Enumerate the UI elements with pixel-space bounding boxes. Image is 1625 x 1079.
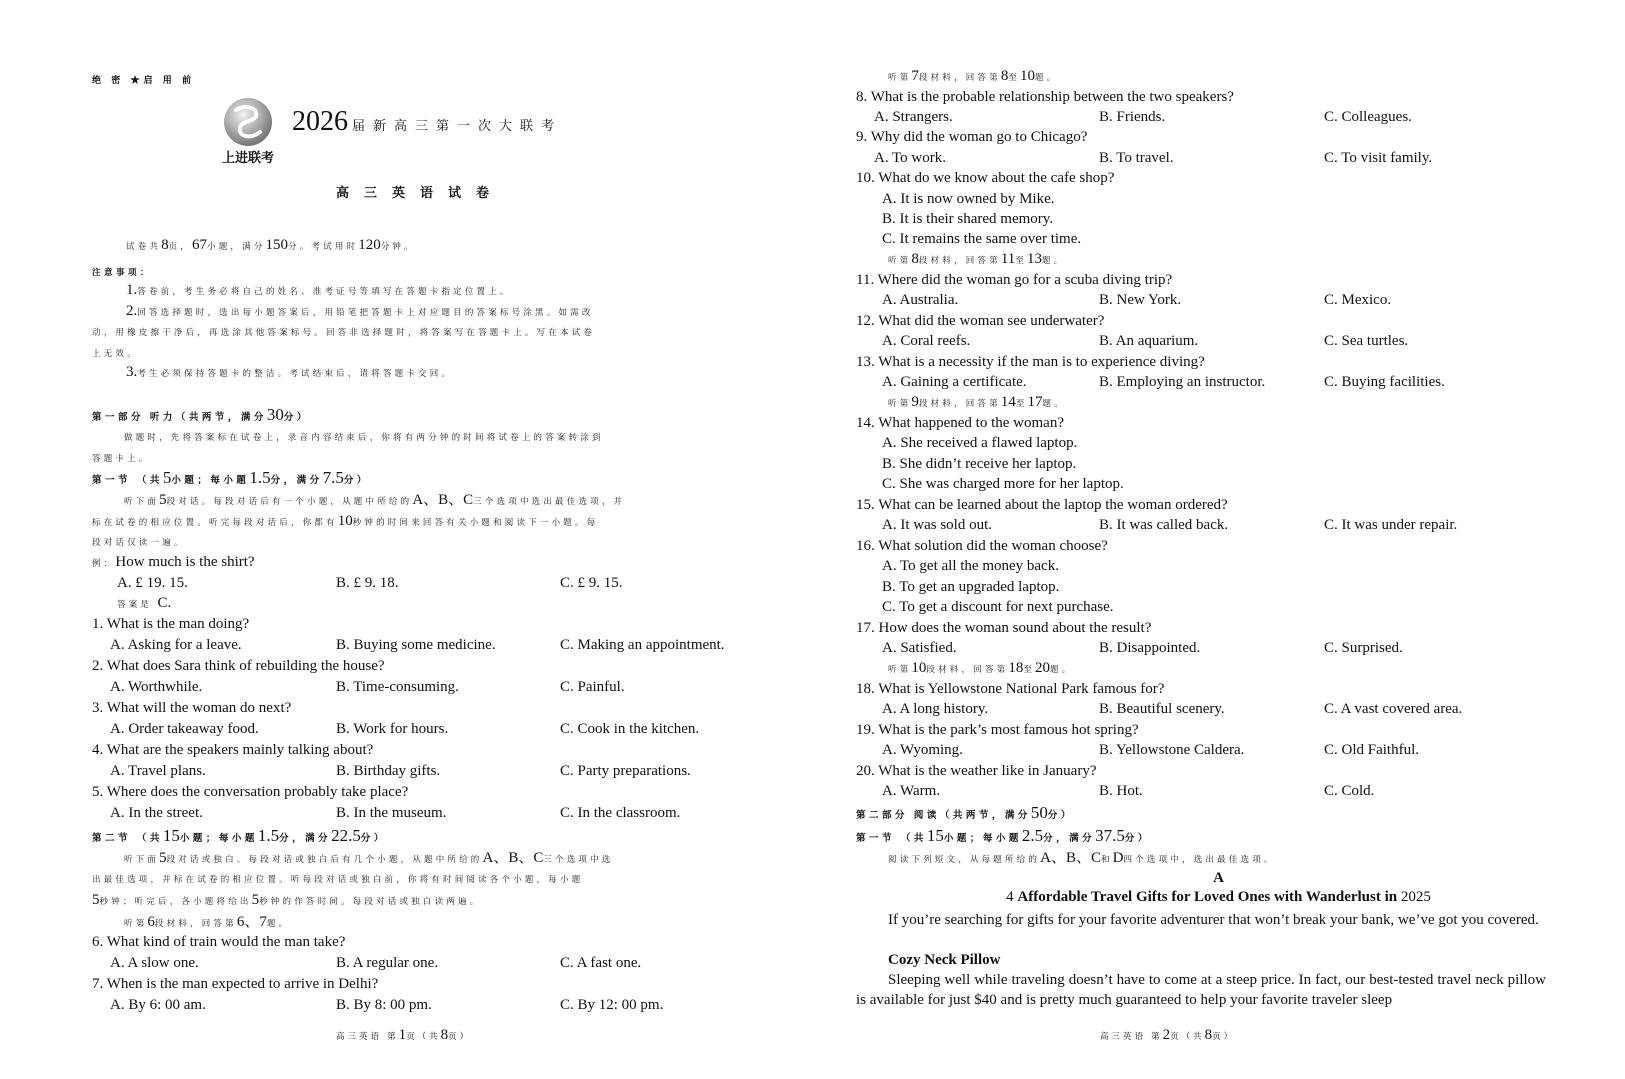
part1-intro-cont: 答题卡上。 — [92, 453, 151, 463]
q3-option-a: A. Order takeaway food. — [110, 721, 259, 737]
question-6: 6. What kind of train would the man take? — [92, 934, 346, 950]
q15-option-c: C. It was under repair. — [1324, 517, 1458, 533]
notice-2-cont: 动，用橡皮擦干净后，再选涂其他答案标号。回答非选择题时，将答案写在答题卡上。写在本试卷 — [92, 327, 596, 337]
q4-option-c: C. Party preparations. — [560, 763, 691, 779]
section1-intro-cont: 标在试卷的相应位置。听完每段对话后，你都有10秒钟的时间来回答有关小题和阅读下一小题。每 — [92, 513, 599, 529]
passage-paragraph-2: Sleeping well while traveling doesn’t have to come at a steep price. In fact, our best-tested travel neck pillow is available for just $40 and is pretty much guaranteed to help your favorite traveler sleep — [856, 972, 1546, 1008]
section2-intro: 听下面5段对话或独白。每段对话或独白后有几个小题，从题中所给的A、B、C三个选项中选 — [124, 850, 614, 866]
q8-option-c: C. Colleagues. — [1324, 109, 1412, 125]
exam-title — [292, 106, 562, 138]
q4-option-a: A. Travel plans. — [110, 763, 206, 779]
q3-option-c: C. Cook in the kitchen. — [560, 721, 700, 737]
q11-option-c: C. Mexico. — [1324, 292, 1392, 308]
exam-name: 届新高三第一次大联考 — [352, 118, 563, 133]
q9-option-a: A. To work. — [874, 150, 947, 166]
page-footer-2: 高三英语 第2页（共8页） — [1100, 1027, 1236, 1043]
page-2 — [812, 0, 1625, 1079]
q6-option-c: C. A fast one. — [560, 955, 642, 971]
question-7: 7. When is the man expected to arrive in Delhi? — [92, 976, 379, 992]
part2-section1-intro: 阅读下列短文，从每题所给的A、B、C和D四个选项中，选出最佳选项。 — [888, 850, 1276, 866]
q17-option-a: A. Satisfied. — [882, 640, 957, 656]
example-option-a: A. £ 19. 15. — [117, 575, 188, 591]
part2-title: 第二部分 阅读（共两节，满分50分） — [856, 803, 1074, 822]
notice-title: 注意事项： — [92, 267, 153, 277]
q19-option-a: A. Wyoming. — [882, 742, 963, 758]
question-20: 20. What is the weather like in January? — [856, 763, 1097, 779]
q2-option-b: B. Time-consuming. — [336, 679, 459, 695]
q9-option-b: B. To travel. — [1099, 150, 1174, 166]
question-17: 17. How does the woman sound about the result? — [856, 620, 1152, 636]
passage-label: A — [1213, 870, 1224, 886]
paper-info: 试卷共8页，67小题，满分150分。考试用时120分钟。 — [126, 237, 416, 253]
passage-subheading-1: Cozy Neck Pillow — [888, 952, 1001, 968]
q17-option-c: C. Surprised. — [1324, 640, 1403, 656]
question-2: 2. What does Sara think of rebuilding the house? — [92, 658, 385, 674]
section2-intro-cont: 出最佳选项，并标在试卷的相应位置。听每段对话或独白前，你将有时间阅读各个小题，每小题 — [92, 874, 584, 884]
notice-2: 2.回答选择题时，选出每小题答案后，用铅笔把答题卡上对应题目的答案标号涂黑。如需改 — [126, 303, 594, 319]
example-option-b: B. £ 9. 18. — [336, 575, 399, 591]
question-11: 11. Where did the woman go for a scuba diving trip? — [856, 272, 1173, 288]
q9-option-c: C. To visit family. — [1324, 150, 1433, 166]
exam-logo — [218, 96, 278, 166]
q19-option-b: B. Yellowstone Caldera. — [1099, 742, 1245, 758]
notice-2-end: 上无效。 — [92, 348, 139, 358]
q5-option-b: B. In the museum. — [336, 805, 447, 821]
q6-option-a: A. A slow one. — [110, 955, 199, 971]
q14-option-b: B. She didn’t receive her laptop. — [882, 456, 1077, 472]
q12-option-c: C. Sea turtles. — [1324, 333, 1409, 349]
example-option-c: C. £ 9. 15. — [560, 575, 623, 591]
section1-intro-end: 段对话仅读一遍。 — [92, 537, 186, 547]
part1-title: 第一部分 听力（共两节，满分30分） — [92, 405, 310, 424]
notice-3: 3.考生必须保持答题卡的整洁。考试结束后，请将答题卡交回。 — [126, 364, 454, 380]
logo-text: 上进联考 — [221, 151, 275, 166]
listen-material-7: 听第7段材料，回答第8至10题。 — [888, 68, 1059, 84]
q16-option-c: C. To get a discount for next purchase. — [882, 599, 1114, 615]
q1-option-a: A. Asking for a leave. — [110, 637, 242, 653]
section2-title: 第二节 （共15小题；每小题1.5分，满分22.5分） — [92, 826, 387, 845]
q15-option-b: B. It was called back. — [1099, 517, 1229, 533]
q7-option-b: B. By 8: 00 pm. — [336, 997, 432, 1013]
page-1 — [0, 0, 812, 1079]
question-12: 12. What did the woman see underwater? — [856, 313, 1105, 329]
question-5: 5. Where does the conversation probably take place? — [92, 784, 409, 800]
listen-material-10: 听第10段材料，回答第18至20题。 — [888, 660, 1074, 676]
question-8: 8. What is the probable relationship between the two speakers? — [856, 89, 1234, 105]
listen-material-9: 听第9段材料，回答第14至17题。 — [888, 394, 1066, 410]
subject-title: 高三英语试卷 — [336, 185, 505, 200]
section2-intro-end: 5秒钟；听完后，各小题将给出5秒钟的作答时间。每段对话或独白读两遍。 — [92, 892, 482, 908]
question-3: 3. What will the woman do next? — [92, 700, 292, 716]
example-question: 例：How much is the shirt? — [92, 554, 255, 570]
page-footer-1: 高三英语 第1页（共8页） — [336, 1027, 472, 1043]
passage-paragraph-1: If you’re searching for gifts for your favorite adventurer that won’t break your bank, we’ve got you covered. — [888, 912, 1539, 928]
example-answer: 答案是 C. — [117, 595, 172, 611]
q20-option-a: A. Warm. — [882, 783, 941, 799]
listen-material-6: 听第6段材料，回答第6、7题。 — [124, 914, 291, 930]
question-19: 19. What is the park’s most famous hot spring? — [856, 722, 1139, 738]
q7-option-a: A. By 6: 00 am. — [110, 997, 206, 1013]
q1-option-b: B. Buying some medicine. — [336, 637, 496, 653]
question-15: 15. What can be learned about the laptop the woman ordered? — [856, 497, 1228, 513]
q11-option-b: B. New York. — [1099, 292, 1182, 308]
question-14: 14. What happened to the woman? — [856, 415, 1064, 431]
section1-intro: 听下面5段对话。每段对话后有一个小题，从题中所给的A、B、C三个选项中选出最佳选项，并 — [124, 492, 626, 508]
q5-option-a: A. In the street. — [110, 805, 203, 821]
q6-option-b: B. A regular one. — [336, 955, 439, 971]
listen-material-8: 听第8段材料，回答第11至13题。 — [888, 251, 1066, 267]
q12-option-b: B. An aquarium. — [1099, 333, 1199, 349]
q8-option-b: B. Friends. — [1099, 109, 1166, 125]
section1-title: 第一节 （共5小题；每小题1.5分，满分7.5分） — [92, 468, 370, 487]
q18-option-b: B. Beautiful scenery. — [1099, 701, 1225, 717]
part2-section1-title: 第一节 （共15小题；每小题2.5分，满分37.5分） — [856, 826, 1151, 845]
q14-option-a: A. She received a flawed laptop. — [882, 435, 1078, 451]
question-18: 18. What is Yellowstone National Park famous for? — [856, 681, 1165, 697]
passage-title: 4 Affordable Travel Gifts for Loved Ones with Wanderlust in 2025 — [1006, 889, 1431, 905]
question-1: 1. What is the man doing? — [92, 616, 250, 632]
q14-option-c: C. She was charged more for her laptop. — [882, 476, 1124, 492]
exam-year: 2026 — [292, 106, 348, 137]
q19-option-c: C. Old Faithful. — [1324, 742, 1420, 758]
part1-intro: 做题时，先将答案标在试卷上，录音内容结束后，你将有两分钟的时间将试卷上的答案转涂到 — [124, 432, 604, 442]
q13-option-c: C. Buying facilities. — [1324, 374, 1445, 390]
q18-option-a: A. A long history. — [882, 701, 989, 717]
question-9: 9. Why did the woman go to Chicago? — [856, 129, 1088, 145]
question-13: 13. What is a necessity if the man is to experience diving? — [856, 354, 1205, 370]
question-10: 10. What do we know about the cafe shop? — [856, 170, 1115, 186]
q18-option-c: C. A vast covered area. — [1324, 701, 1463, 717]
q11-option-a: A. Australia. — [882, 292, 959, 308]
q13-option-b: B. Employing an instructor. — [1099, 374, 1266, 390]
q3-option-b: B. Work for hours. — [336, 721, 449, 737]
q17-option-b: B. Disappointed. — [1099, 640, 1201, 656]
q1-option-c: C. Making an appointment. — [560, 637, 725, 653]
question-16: 16. What solution did the woman choose? — [856, 538, 1108, 554]
q2-option-c: C. Painful. — [560, 679, 625, 695]
q4-option-b: B. Birthday gifts. — [336, 763, 441, 779]
q16-option-a: A. To get all the money back. — [882, 558, 1059, 574]
q15-option-a: A. It was sold out. — [882, 517, 992, 533]
q10-option-a: A. It is now owned by Mike. — [882, 191, 1055, 207]
q16-option-b: B. To get an upgraded laptop. — [882, 579, 1060, 595]
q2-option-a: A. Worthwhile. — [110, 679, 203, 695]
q7-option-c: C. By 12: 00 pm. — [560, 997, 664, 1013]
q8-option-a: A. Strangers. — [874, 109, 953, 125]
notice-1: 1.答卷前，考生务必将自己的姓名、准考证号等填写在答题卡指定位置上。 — [126, 282, 512, 298]
q13-option-a: A. Gaining a certificate. — [882, 374, 1027, 390]
q20-option-b: B. Hot. — [1099, 783, 1143, 799]
q10-option-c: C. It remains the same over time. — [882, 231, 1082, 247]
q12-option-a: A. Coral reefs. — [882, 333, 971, 349]
confidential-label: 绝 密 ★启 用 前 — [92, 75, 196, 85]
q20-option-c: C. Cold. — [1324, 783, 1375, 799]
q5-option-c: C. In the classroom. — [560, 805, 681, 821]
question-4: 4. What are the speakers mainly talking about? — [92, 742, 374, 758]
q10-option-b: B. It is their shared memory. — [882, 211, 1054, 227]
